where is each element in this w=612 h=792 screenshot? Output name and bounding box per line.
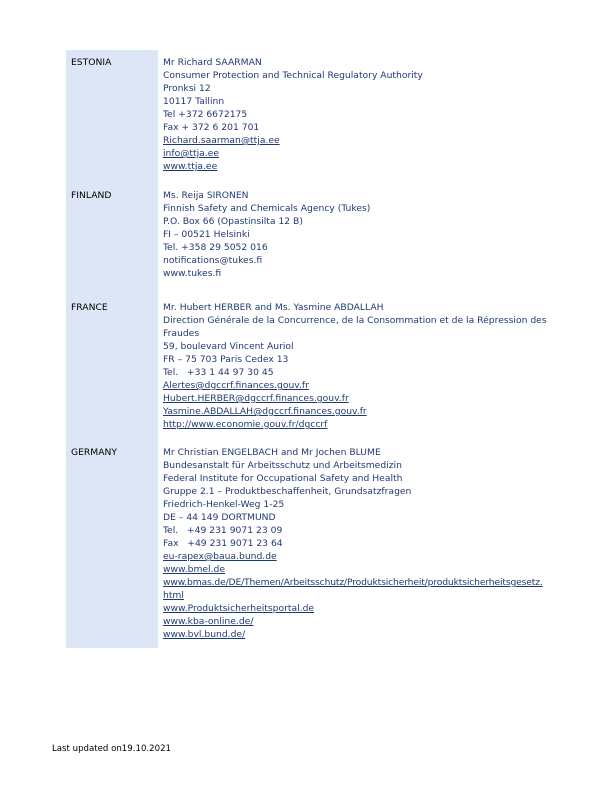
contact-details — [158, 183, 546, 295]
contact-details — [158, 50, 546, 183]
email-text: notifications@tukes.fi — [163, 255, 263, 266]
address-city: 10117 Tallinn — [163, 96, 225, 107]
contact-row-estonia — [66, 50, 546, 183]
address-city: FI – 00521 Helsinki — [163, 229, 250, 240]
contact-points-table — [66, 50, 546, 648]
authority-name: Direction Générale de la Concurrence, de la Consommation et de la Répression des — [163, 315, 547, 326]
fax: Fax + 372 6 201 701 — [163, 122, 260, 133]
country-name: ESTONIA — [66, 50, 158, 183]
website-link[interactable]: http://www.economie.gouv.fr/dgccrf — [163, 419, 328, 430]
country-name: FRANCE — [66, 295, 158, 440]
email-link[interactable]: info@ttja.ee — [163, 148, 220, 159]
authority-name: Finnish Safety and Chemicals Agency (Tukes) — [163, 203, 371, 214]
contact-person: Ms. Reija SIRONEN — [163, 190, 249, 201]
website-link[interactable]: www.Produktsicherheitsportal.de — [163, 603, 315, 614]
contact-person: Mr Christian ENGELBACH and Mr Jochen BLUME — [163, 447, 381, 458]
contact-details — [158, 295, 546, 440]
phone: Tel. +49 231 9071 23 09 — [163, 525, 283, 536]
last-updated-note: Last updated on19.10.2021 — [52, 744, 172, 754]
department: Gruppe 2.1 – Produktbeschaffenheit, Grundsatzfragen — [163, 486, 412, 497]
authority-name-english: Federal Institute for Occupational Safety and Health — [163, 473, 403, 484]
contact-row-france — [66, 295, 546, 440]
phone: Tel. +358 29 5052 016 — [163, 242, 268, 253]
website-link[interactable]: www.ttja.ee — [163, 161, 218, 172]
authority-name-cont: Fraudes — [163, 328, 200, 339]
website-link[interactable]: www.bmas.de/DE/Themen/Arbeitsschutz/Produktsicherheit/produktsicherheitsgesetz. — [163, 577, 543, 588]
address-city: DE – 44 149 DORTMUND — [163, 512, 276, 523]
website-link[interactable]: www.kba-online.de/ — [163, 616, 254, 627]
contact-person: Mr Richard SAARMAN — [163, 57, 262, 68]
contact-row-germany — [66, 440, 546, 648]
email-link[interactable]: eu-rapex@baua.bund.de — [163, 551, 277, 562]
phone: Tel. +33 1 44 97 30 45 — [163, 367, 274, 378]
country-name: GERMANY — [66, 440, 158, 648]
authority-name: Bundesanstalt für Arbeitsschutz und Arbeitsmedizin — [163, 460, 402, 471]
website-link[interactable]: www.bvl.bund.de/ — [163, 629, 246, 640]
authority-name: Consumer Protection and Technical Regulatory Authority — [163, 70, 423, 81]
address-street: Friedrich-Henkel-Weg 1-25 — [163, 499, 285, 510]
address-street: P.O. Box 66 (Opastinsilta 12 B) — [163, 216, 303, 227]
address-street: 59, boulevard Vincent Auriol — [163, 341, 294, 352]
address-street: Pronksi 12 — [163, 83, 211, 94]
website-text: www.tukes.fi — [163, 268, 222, 279]
email-link[interactable]: Richard.saarman@ttja.ee — [163, 135, 280, 146]
email-link[interactable]: Yasmine.ABDALLAH@dgccrf.finances.gouv.fr — [163, 406, 367, 417]
country-name: FINLAND — [66, 183, 158, 295]
phone: Tel +372 6672175 — [163, 109, 248, 120]
website-link-cont[interactable]: html — [163, 590, 184, 601]
email-link[interactable]: Hubert.HERBER@dgccrf.finances.gouv.fr — [163, 393, 349, 404]
contact-details — [158, 440, 546, 648]
email-link[interactable]: Alertes@dgccrf.finances.gouv.fr — [163, 380, 309, 391]
address-city: FR – 75 703 Paris Cedex 13 — [163, 354, 289, 365]
fax: Fax +49 231 9071 23 64 — [163, 538, 283, 549]
contact-person: Mr. Hubert HERBER and Ms. Yasmine ABDALLAH — [163, 302, 384, 313]
contact-row-finland — [66, 183, 546, 295]
website-link[interactable]: www.bmel.de — [163, 564, 226, 575]
